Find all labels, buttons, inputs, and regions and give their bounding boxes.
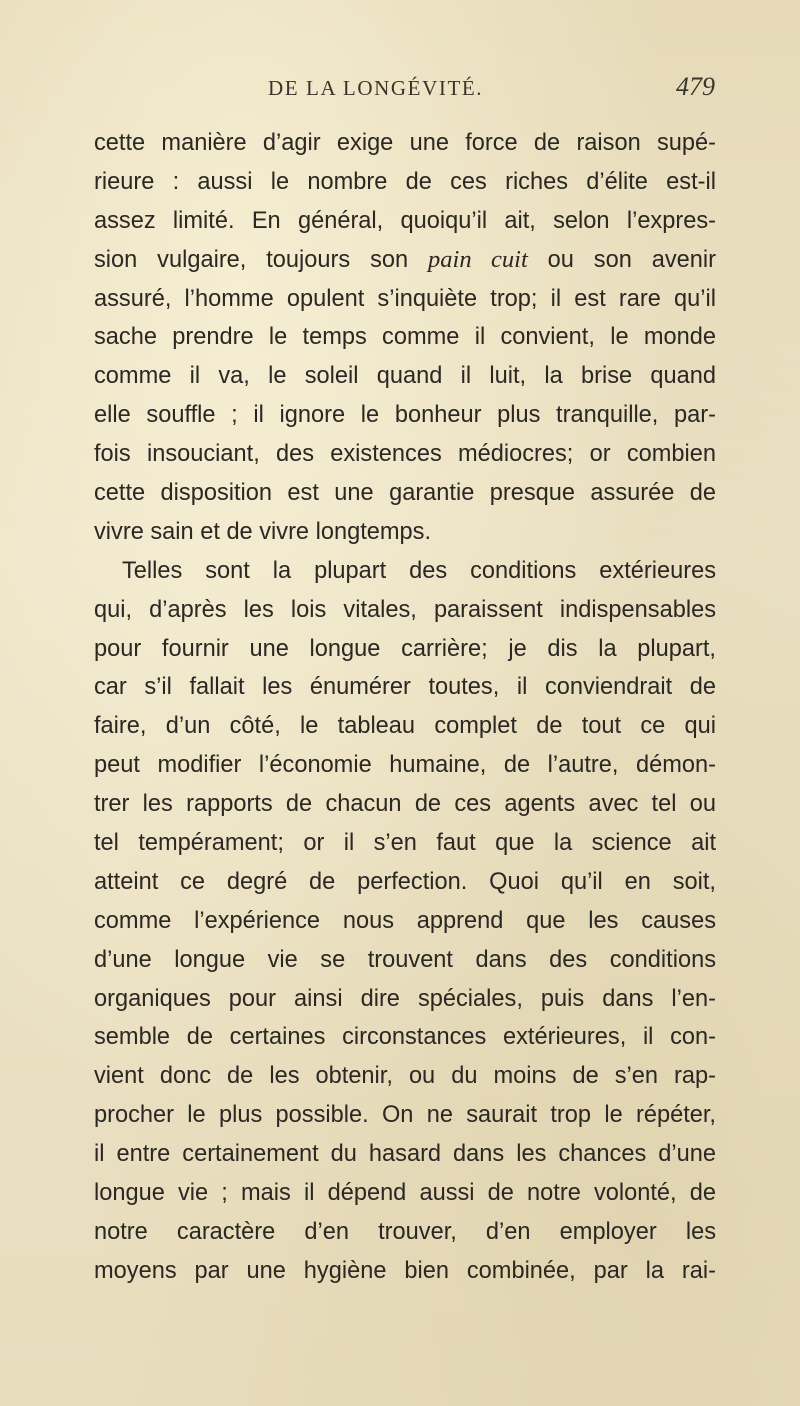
text-line bbox=[94, 863, 716, 902]
text-segment: car s’il fallait les énumérer toutes, il conviendrait de bbox=[94, 674, 716, 701]
text-segment: tel tempérament; or il s’en faut que la science ait bbox=[94, 830, 716, 857]
text-segment: fois insouciant, des existences médiocres; or combien bbox=[94, 441, 716, 468]
text-line bbox=[94, 241, 716, 280]
text-segment: pour fournir une longue carrière; je dis la plupart, bbox=[94, 635, 716, 662]
text-segment: Telles sont la plupart des conditions extérieures bbox=[122, 557, 716, 584]
text-line bbox=[94, 1174, 716, 1213]
text-segment: peut modifier l’économie humaine, de l’autre, démon- bbox=[94, 752, 716, 779]
text-segment: assuré, l’homme opulent s’inquiète trop; il est rare qu’il bbox=[94, 285, 716, 312]
text-line bbox=[94, 1252, 716, 1291]
text-segment: sion vulgaire, toujours son bbox=[94, 246, 429, 273]
text-line bbox=[94, 746, 716, 785]
text-line bbox=[94, 707, 716, 746]
text-line bbox=[94, 980, 716, 1019]
text-segment: il entre certainement du hasard dans les chances d’une bbox=[94, 1141, 716, 1168]
text-segment: notre caractère d’en trouver, d’en employer les bbox=[94, 1218, 716, 1245]
text-segment: vient donc de les obtenir, ou du moins de s’en rap- bbox=[94, 1063, 716, 1090]
page-number: 479 bbox=[676, 72, 715, 101]
text-segment: longue vie ; mais il dépend aussi de notre volonté, de bbox=[94, 1180, 716, 1207]
text-segment: sache prendre le temps comme il convient, le monde bbox=[94, 324, 716, 351]
text-segment: elle souffle ; il ignore le bonheur plus tranquille, par- bbox=[94, 402, 716, 429]
text-segment: moyens par une hygiène bien combinée, par la rai- bbox=[94, 1257, 716, 1284]
text-segment: cette disposition est une garantie presque assurée de bbox=[94, 480, 716, 507]
text-segment: comme il va, le soleil quand il luit, la brise quand bbox=[94, 363, 716, 390]
text-line bbox=[94, 1057, 716, 1096]
text-line bbox=[94, 591, 716, 630]
text-line bbox=[94, 318, 716, 357]
text-segment: assez limité. En général, quoiqu’il ait, selon l’expres- bbox=[94, 207, 716, 234]
text-line bbox=[94, 668, 716, 707]
italic-phrase: pain cuit bbox=[428, 245, 528, 273]
text-segment: faire, d’un côté, le tableau complet de tout ce qui bbox=[94, 713, 716, 740]
text-line bbox=[94, 552, 716, 591]
text-line bbox=[94, 163, 716, 202]
text-segment: trer les rapports de chacun de ces agents avec tel ou bbox=[94, 791, 716, 818]
text-segment: organiques pour ainsi dire spéciales, puis dans l’en- bbox=[94, 985, 716, 1012]
text-segment: vivre sain et de vivre longtemps. bbox=[94, 518, 432, 545]
text-line bbox=[94, 357, 716, 396]
text-segment: procher le plus possible. On ne saurait trop le répéter, bbox=[94, 1102, 716, 1129]
text-segment: semble de certaines circonstances extérieures, il con- bbox=[94, 1024, 716, 1051]
text-line bbox=[94, 280, 716, 319]
text-line bbox=[94, 1213, 716, 1252]
text-line bbox=[94, 1018, 716, 1057]
text-line bbox=[94, 785, 716, 824]
running-title: DE LA LONGÉVITÉ. bbox=[268, 76, 484, 100]
text-line bbox=[94, 435, 716, 474]
running-head bbox=[0, 62, 800, 122]
text-segment: rieure : aussi le nombre de ces riches d’élite est-il bbox=[94, 168, 716, 195]
text-line bbox=[94, 1096, 716, 1135]
text-segment: d’une longue vie se trouvent dans des conditions bbox=[94, 946, 716, 973]
text-segment: atteint ce degré de perfection. Quoi qu’il en soit, bbox=[94, 868, 716, 895]
text-segment: qui, d’après les lois vitales, paraissent indispensables bbox=[94, 596, 716, 623]
text-line bbox=[94, 824, 716, 863]
text-line bbox=[94, 124, 716, 163]
text-line bbox=[94, 396, 716, 435]
text-segment: cette manière d’agir exige une force de raison supé- bbox=[94, 130, 716, 156]
body-text bbox=[94, 124, 716, 1291]
text-line bbox=[94, 202, 716, 241]
text-line bbox=[94, 902, 716, 941]
text-line bbox=[94, 474, 716, 513]
text-segment: comme l’expérience nous apprend que les causes bbox=[94, 907, 716, 934]
text-line bbox=[94, 941, 716, 980]
text-line bbox=[94, 630, 716, 669]
text-line bbox=[94, 513, 716, 552]
text-line bbox=[94, 1135, 716, 1174]
text-segment: ou son avenir bbox=[527, 246, 716, 273]
